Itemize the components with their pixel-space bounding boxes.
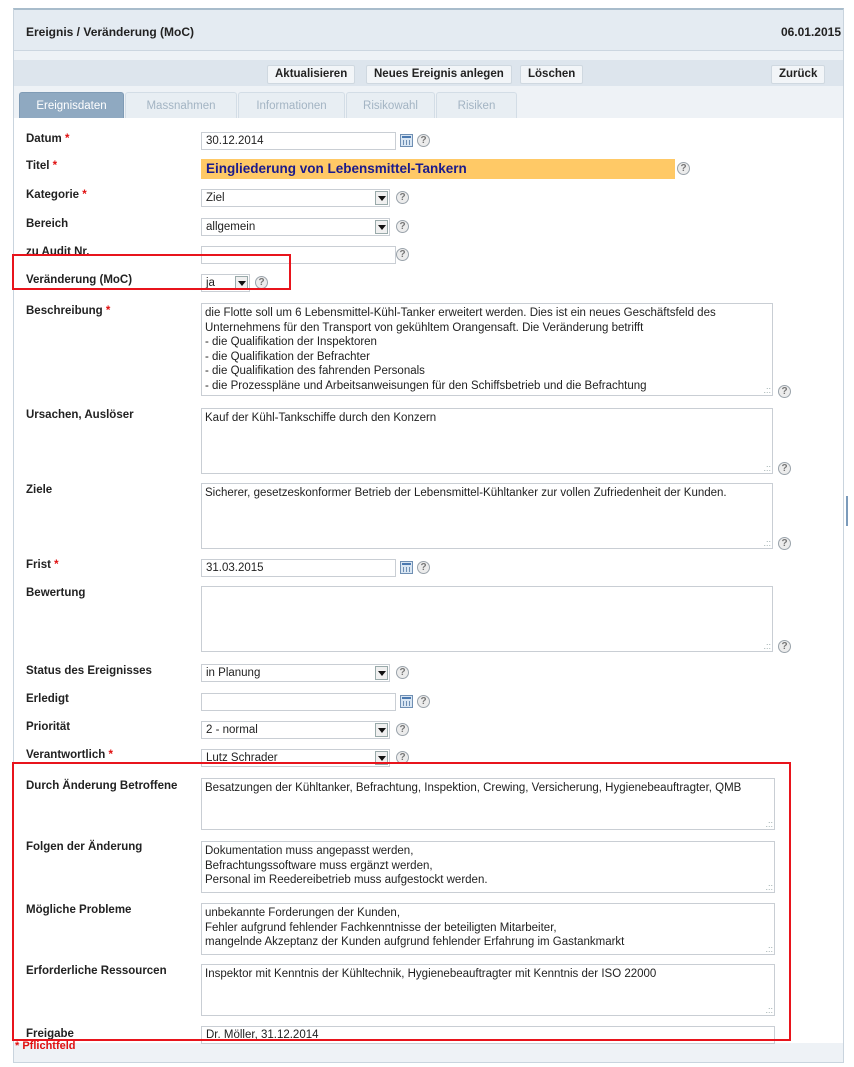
moc-select[interactable]: ja xyxy=(201,274,250,292)
betroffene-label: Durch Änderung Betroffene xyxy=(26,780,178,792)
header-date: 06.01.2015 xyxy=(780,25,841,39)
folgen-label: Folgen der Änderung xyxy=(26,841,143,853)
bewertung-label: Bewertung xyxy=(26,587,86,599)
tab-risikowahl[interactable]: Risikowahl xyxy=(346,92,435,118)
resize-handle-icon[interactable]: .:: xyxy=(765,1005,773,1015)
tab-ereignisdaten[interactable]: Ereignisdaten xyxy=(19,92,124,118)
back-button[interactable]: Zurück xyxy=(771,65,825,84)
chevron-down-icon xyxy=(375,191,388,205)
calendar-icon[interactable] xyxy=(400,561,413,574)
chevron-down-icon xyxy=(375,220,388,234)
moc-label: Veränderung (MoC) xyxy=(26,274,133,286)
resize-handle-icon[interactable]: .:: xyxy=(763,385,771,395)
moc-section-highlight-box xyxy=(12,762,791,1041)
ursachen-textarea[interactable]: Kauf der Kühl-Tankschiffe durch den Konzern .:: xyxy=(201,408,773,474)
help-icon[interactable]: ? xyxy=(417,134,430,147)
ziele-label: Ziele xyxy=(26,484,53,496)
help-icon[interactable]: ? xyxy=(417,561,430,574)
ressourcen-textarea[interactable]: Inspektor mit Kenntnis der Kühltechnik, Hygienebeauftragter mit Kenntnis der ISO 22000 .:: xyxy=(201,964,775,1016)
beschreibung-label: Beschreibung * xyxy=(26,305,111,317)
bewertung-textarea[interactable] xyxy=(201,586,773,652)
delete-button[interactable]: Löschen xyxy=(520,65,583,84)
tab-massnahmen[interactable]: Massnahmen xyxy=(125,92,237,118)
calendar-icon[interactable] xyxy=(400,695,413,708)
resize-handle-icon[interactable]: .:: xyxy=(763,538,771,548)
betroffene-textarea[interactable]: Besatzungen der Kühltanker, Befrachtung, Inspektion, Crewing, Versicherung, Hygienebeauftragter, QMB .:: xyxy=(201,778,775,830)
resize-handle-icon[interactable]: .:: xyxy=(765,944,773,954)
calendar-icon[interactable] xyxy=(400,134,413,147)
kategorie-select[interactable]: Ziel xyxy=(201,189,390,207)
scroll-indicator xyxy=(846,496,848,526)
erledigt-label: Erledigt xyxy=(26,693,69,705)
help-icon[interactable]: ? xyxy=(396,248,409,261)
help-icon[interactable]: ? xyxy=(417,695,430,708)
chevron-down-icon xyxy=(375,723,388,737)
datum-field[interactable]: 30.12.2014 xyxy=(201,132,396,150)
resize-handle-icon[interactable]: .:: xyxy=(765,819,773,829)
kategorie-label: Kategorie * xyxy=(26,189,87,201)
tab-bar xyxy=(14,90,843,117)
help-icon[interactable]: ? xyxy=(396,191,409,204)
help-icon[interactable]: ? xyxy=(778,640,791,653)
tab-risiken[interactable]: Risiken xyxy=(436,92,517,118)
new-event-button[interactable]: Neues Ereignis anlegen xyxy=(366,65,512,84)
help-icon[interactable]: ? xyxy=(396,220,409,233)
ursachen-label: Ursachen, Auslöser xyxy=(26,409,134,421)
ressourcen-label: Erforderliche Ressourcen xyxy=(26,965,167,977)
audit-label: zu Audit Nr. xyxy=(26,246,90,258)
required-note: * Pflichtfeld xyxy=(15,1040,76,1052)
page-title: Ereignis / Veränderung (MoC) xyxy=(26,25,195,39)
prioritaet-select[interactable]: 2 - normal xyxy=(201,721,390,739)
moc-highlight-box xyxy=(12,254,291,290)
probleme-label: Mögliche Probleme xyxy=(26,904,132,916)
bereich-label: Bereich xyxy=(26,218,69,230)
beschreibung-textarea[interactable]: die Flotte soll um 6 Lebensmittel-Kühl-Tanker erweitert werden. Dies ist ein neues Geschäftsfeld des Unternehmens für den Transport von gekühltem Orangensaft. Die Veränderung betrifft - die Qualifikation der Inspektoren - die Qualifikation der Befrachter - die Qualifikation des fahrenden Personals - die Prozesspläne und Arbeitsanweisungen für den Schiffsbetrieb und die Befrachtung .:: xyxy=(201,303,773,396)
refresh-button[interactable]: Aktualisieren xyxy=(267,65,355,84)
resize-handle-icon[interactable]: .:: xyxy=(765,882,773,892)
help-icon[interactable]: ? xyxy=(396,666,409,679)
status-select[interactable]: in Planung xyxy=(201,664,390,682)
help-icon[interactable]: ? xyxy=(677,162,690,175)
help-icon[interactable]: ? xyxy=(778,385,791,398)
frist-field[interactable]: 31.03.2015 xyxy=(201,559,396,577)
folgen-textarea[interactable]: Dokumentation muss angepasst werden, Befrachtungssoftware muss ergänzt werden, Personal im Reedereibetrieb muss aufgestockt werden. .:: xyxy=(201,841,775,893)
help-icon[interactable]: ? xyxy=(778,537,791,550)
freigabe-label: Freigabe xyxy=(26,1028,74,1040)
tab-informationen[interactable]: Informationen xyxy=(238,92,345,118)
frist-label: Frist * xyxy=(26,559,59,571)
freigabe-field[interactable]: Dr. Möller, 31.12.2014 xyxy=(201,1026,775,1044)
help-icon[interactable]: ? xyxy=(396,723,409,736)
probleme-textarea[interactable]: unbekannte Forderungen der Kunden, Fehler aufgrund fehlender Fachkenntnisse der beteiligten Mitarbeiter, mangelnde Akzeptanz der Kunden aufgrund fehlender Erfahrung im Gastankmarkt .:: xyxy=(201,903,775,955)
resize-handle-icon[interactable]: .:: xyxy=(763,641,771,651)
ziele-textarea[interactable]: Sicherer, gesetzeskonformer Betrieb der Lebensmittel-Kühltanker zur vollen Zufriedenheit der Kunden. .:: xyxy=(201,483,773,549)
status-label: Status des Ereignisses xyxy=(26,665,152,677)
toolbar xyxy=(14,60,843,86)
verantwortlich-label: Verantwortlich * xyxy=(26,749,113,761)
help-icon[interactable]: ? xyxy=(778,462,791,475)
help-icon[interactable]: ? xyxy=(396,751,409,764)
resize-handle-icon[interactable]: .:: xyxy=(763,463,771,473)
titel-field[interactable]: Eingliederung von Lebensmittel-Tankern xyxy=(201,159,675,179)
titel-label: Titel * xyxy=(26,160,58,172)
window-titlebar xyxy=(14,10,843,51)
chevron-down-icon xyxy=(375,666,388,680)
prioritaet-label: Priorität xyxy=(26,721,71,733)
help-icon[interactable]: ? xyxy=(255,276,268,289)
datum-label: Datum * xyxy=(26,133,70,145)
bereich-select[interactable]: allgemein xyxy=(201,218,390,236)
erledigt-field[interactable] xyxy=(201,693,396,711)
verantwortlich-select[interactable]: Lutz Schrader xyxy=(201,749,390,767)
